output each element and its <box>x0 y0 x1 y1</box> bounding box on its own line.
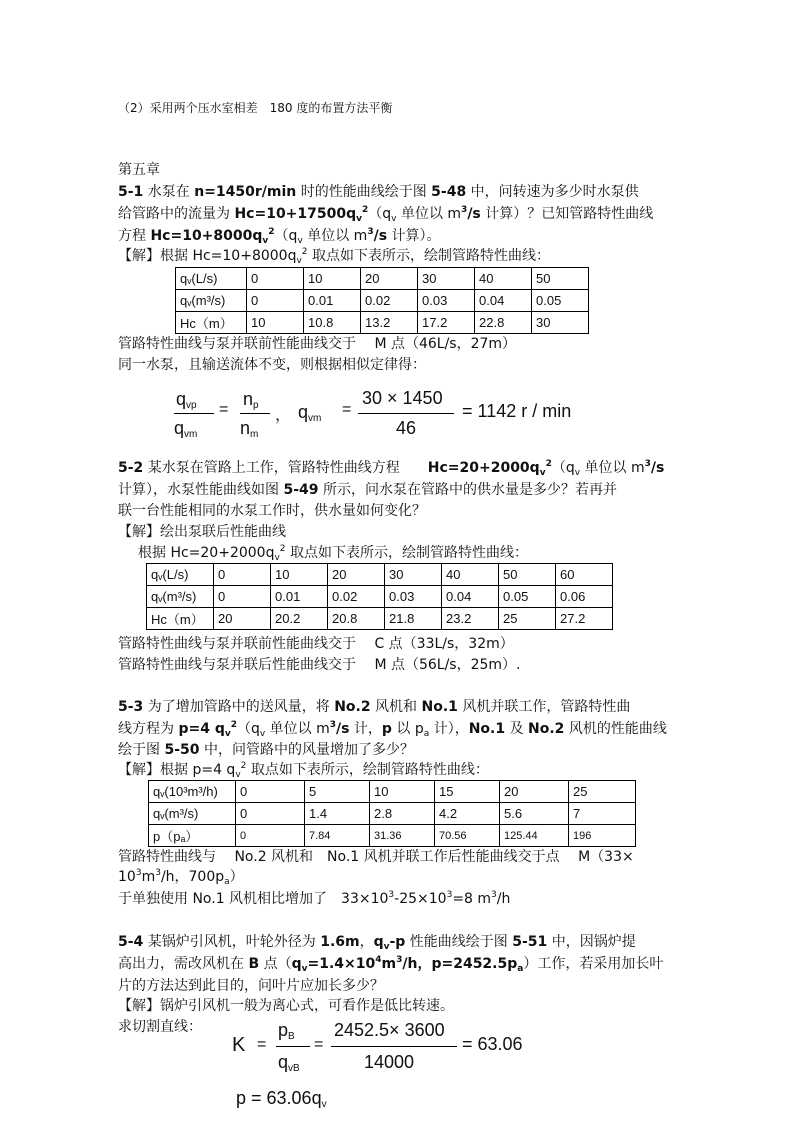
equals-sign: = <box>257 1036 267 1053</box>
table-cell: 30 <box>418 268 475 290</box>
solution-5-1-line-5: 管路特性曲线与泵并联前性能曲线交于 M 点（46L/s，27m） <box>118 336 517 352</box>
table-5-2 <box>146 563 613 630</box>
subscript: v <box>224 729 231 739</box>
row-header-cell: Hc（m） <box>176 312 247 334</box>
solution-5-4-line-4: 【解】锅炉引风机一般为离心式，可看作是低比转速。 <box>118 998 454 1014</box>
problem-5-4-line-3: 片的方法达到此目的，问叶片应加长多少？ <box>118 978 384 994</box>
equation: Hc=10+8000q <box>150 228 263 244</box>
text: q <box>373 934 384 950</box>
table-cell: 0.01 <box>304 290 361 312</box>
table-cell: 5 <box>305 781 370 803</box>
problem-5-1-line-2 <box>118 204 653 224</box>
superscript: 3 <box>644 459 651 469</box>
text: B <box>248 956 260 972</box>
subscript: v <box>539 468 546 478</box>
table-cell: 0.02 <box>361 290 418 312</box>
table-cell: 5.6 <box>500 803 569 825</box>
table-cell: 40 <box>475 268 532 290</box>
subscript: v <box>297 236 303 246</box>
text: ， <box>359 934 374 950</box>
table-cell: 0 <box>236 781 305 803</box>
table-cell: 10.8 <box>304 312 361 334</box>
text: 1.6m <box>320 934 360 950</box>
table-row <box>149 803 636 825</box>
table-cell: 0 <box>236 825 305 847</box>
table-row <box>147 608 613 630</box>
text: /s <box>336 721 350 737</box>
solution-5-1-line-6: 同一水泵，且输送流体不变，则根据相似定律得： <box>118 357 426 373</box>
table-cell: 20.2 <box>271 608 328 630</box>
table-cell: 50 <box>532 268 589 290</box>
table-cell: 13.2 <box>361 312 418 334</box>
denominator: 14000 <box>364 1052 415 1072</box>
table-cell: 17.2 <box>418 312 475 334</box>
subscript: B <box>288 1031 295 1042</box>
text: 点（ <box>259 956 292 972</box>
subscript: v <box>574 468 581 478</box>
symbol: q <box>298 402 309 422</box>
subscript: v <box>383 942 390 952</box>
superscript: 3 <box>446 890 453 900</box>
problem-5-1-line-1 <box>118 182 639 202</box>
problem-5-4-line-2 <box>118 954 663 974</box>
text: 给管路中的流量为 <box>118 206 235 222</box>
text: 风机的性能曲线 <box>564 721 667 737</box>
subscript: v <box>301 964 308 974</box>
table-cell: 20 <box>328 564 385 586</box>
table-5-1 <box>175 267 589 334</box>
text: ）工作，若采用加长叶 <box>523 956 664 972</box>
superscript: 3 <box>396 955 403 965</box>
text: （q <box>551 460 575 476</box>
table-cell: 20.8 <box>328 608 385 630</box>
table-cell: 0.05 <box>499 586 556 608</box>
text: No.2 <box>334 699 371 715</box>
text: No.1 <box>468 721 506 737</box>
text: （q <box>274 228 298 244</box>
symbol: q <box>278 1052 289 1072</box>
fraction-bar <box>174 413 214 414</box>
symbol: n <box>240 418 251 438</box>
table-cell: 30 <box>385 564 442 586</box>
table-cell: 0.04 <box>475 290 532 312</box>
table-cell: 0.01 <box>271 586 328 608</box>
superscript: 2 <box>240 761 247 771</box>
text: 风机和 <box>370 699 422 715</box>
text: 所示，问水泵在管路中的供水量是多少？若再并 <box>318 482 617 498</box>
table-cell: 22.8 <box>475 312 532 334</box>
table-row <box>176 290 589 312</box>
fraction-bar <box>276 1046 310 1047</box>
table-cell: 0 <box>247 268 304 290</box>
subscript: vm <box>308 413 322 424</box>
text: 中，问管路中的风量增加了多少？ <box>199 742 414 758</box>
solution-5-2-line-5 <box>138 543 528 563</box>
text: 取点如下表所示，绘制管路特性曲线： <box>307 248 550 264</box>
problem-number: 5-1 <box>118 184 144 200</box>
text: /s <box>650 460 665 476</box>
table-cell: 0 <box>214 564 271 586</box>
text: q <box>291 956 302 972</box>
table-cell: 10 <box>304 268 361 290</box>
table-cell: 10 <box>271 564 328 586</box>
figure-ref: 5-48 <box>431 184 467 200</box>
equation: p=4 q <box>178 721 225 737</box>
table-cell: 60 <box>556 564 613 586</box>
equals-sign: = <box>219 401 229 418</box>
symbol: K <box>232 1034 246 1056</box>
text: 单位以 m <box>580 460 645 476</box>
text: （q <box>368 206 392 222</box>
row-header-cell: qᵥ(10³m³/h) <box>149 781 236 803</box>
subscript: m <box>250 429 259 440</box>
problem-number: 5-3 <box>118 699 144 715</box>
subscript: vp <box>186 400 197 411</box>
solution-5-4-line-5: 求切割直线： <box>118 1019 202 1035</box>
superscript: 2 <box>230 720 237 730</box>
text: p=2452.5p <box>431 956 518 972</box>
denominator: 46 <box>396 418 417 438</box>
text: 取点如下表所示，绘制管路特性曲线： <box>246 762 489 778</box>
subscript: v <box>321 1099 327 1110</box>
table-row <box>149 825 636 847</box>
table-cell: 20 <box>361 268 418 290</box>
table-cell: 21.8 <box>385 608 442 630</box>
text: /s <box>373 228 388 244</box>
table-row <box>147 586 613 608</box>
superscript: 3 <box>461 205 468 215</box>
superscript: 3 <box>367 227 374 237</box>
table-cell: 50 <box>499 564 556 586</box>
subscript: v <box>391 214 397 224</box>
problem-5-1-line-3 <box>118 226 440 246</box>
text: m <box>141 869 156 885</box>
text: （q <box>236 721 260 737</box>
text: 方程 <box>118 228 151 244</box>
solution-5-3-line-6 <box>118 867 244 887</box>
equals-sign: = <box>314 1036 324 1053</box>
problem-number: 5-4 <box>118 934 144 950</box>
text: 单位以 m <box>396 206 462 222</box>
table-cell: 23.2 <box>442 608 499 630</box>
table-cell: 0.02 <box>328 586 385 608</box>
subscript: v <box>356 214 363 224</box>
equation-cut-line-result <box>236 1088 327 1109</box>
table-row <box>176 268 589 290</box>
table-cell: 15 <box>435 781 500 803</box>
text: 时的性能曲线绘于图 <box>296 184 432 200</box>
table-row <box>176 312 589 334</box>
table-cell: 27.2 <box>556 608 613 630</box>
symbol: q <box>176 389 187 409</box>
table-cell: 0 <box>236 803 305 825</box>
text: =1.4×10 <box>307 956 376 972</box>
text: p = 63.06q <box>236 1088 322 1108</box>
row-header-cell: p（pₐ） <box>149 825 236 847</box>
table-cell: 10 <box>370 781 435 803</box>
text: 线方程为 <box>118 721 179 737</box>
text: -p <box>389 934 406 950</box>
text: p <box>381 721 392 737</box>
comma: ， <box>275 407 292 424</box>
fraction-bar <box>240 413 270 414</box>
problem-5-3-line-1 <box>118 697 630 717</box>
row-header-cell: qᵥ(m³/s) <box>176 290 247 312</box>
table-cell: 7 <box>569 803 636 825</box>
text: 绘于图 <box>118 742 165 758</box>
top-note: （2）采用两个压水室相差 180 度的布置方法平衡 <box>118 101 393 115</box>
text: 10 <box>118 869 136 885</box>
text: 计算），水泵性能曲线如图 <box>118 482 284 498</box>
symbol: p <box>278 1020 289 1040</box>
problem-5-2-line-1 <box>118 458 664 478</box>
subscript: v <box>235 770 241 780</box>
solution-5-3-line-5: 管路特性曲线与 No.2 风机和 No.1 风机并联工作后性能曲线交于点 M（33× <box>118 849 634 865</box>
superscript: 4 <box>375 955 382 965</box>
subscript: v <box>262 236 269 246</box>
solution-5-3-line-7 <box>118 889 510 909</box>
row-header-cell: qᵥ(L/s) <box>176 268 247 290</box>
row-header-cell: qᵥ(L/s) <box>147 564 214 586</box>
problem-5-4-line-1 <box>118 932 636 952</box>
text: 性能曲线绘于图 <box>405 934 513 950</box>
table-cell: 10 <box>247 312 304 334</box>
text: 根据 Hc=20+2000q <box>138 545 275 561</box>
fraction-bar <box>331 1046 457 1047</box>
subscript: vm <box>184 429 198 440</box>
table-cell: 125.44 <box>500 825 569 847</box>
table-cell: 0.04 <box>442 586 499 608</box>
text: 中，因锅炉提 <box>547 934 636 950</box>
text: 单位以 m <box>265 721 330 737</box>
text: 高出力，需改风机在 <box>118 956 249 972</box>
table-cell: 31.36 <box>370 825 435 847</box>
equation: Hc=20+2000q <box>427 460 540 476</box>
table-cell: 0.05 <box>532 290 589 312</box>
table-5-3 <box>148 780 636 847</box>
superscript: 2 <box>362 205 369 215</box>
text: n=1450r/min <box>194 184 297 200</box>
text: 【解】根据 p=4 q <box>118 762 236 778</box>
solution-5-1-intro <box>118 246 550 266</box>
table-cell: 1.4 <box>305 803 370 825</box>
text: 风机并联工作，管路特性曲 <box>457 699 631 715</box>
figure-ref: 5-49 <box>283 482 319 498</box>
table-cell: 30 <box>532 312 589 334</box>
table-cell: 0.03 <box>385 586 442 608</box>
symbol: q <box>174 418 185 438</box>
solution-5-2-line-7: 管路特性曲线与泵并联后性能曲线交于 M 点（56L/s，25m）. <box>118 657 521 673</box>
table-cell: 0 <box>214 586 271 608</box>
solution-5-2-line-4: 【解】绘出泵联后性能曲线 <box>118 524 286 540</box>
superscript: 2 <box>279 544 286 554</box>
table-cell: 0.03 <box>418 290 475 312</box>
numerator: 30 × 1450 <box>362 388 443 408</box>
text: 于单独使用 No.1 风机相比增加了 33×10 <box>118 891 389 907</box>
result: = 1142 r / min <box>462 401 572 421</box>
subscript: v <box>259 729 266 739</box>
table-cell: 40 <box>442 564 499 586</box>
text: 计算）。 <box>387 228 441 244</box>
subscript: a <box>517 964 524 974</box>
problem-5-2-line-2 <box>118 480 617 500</box>
text: 及 <box>505 721 529 737</box>
table-cell: 70.56 <box>435 825 500 847</box>
fraction-bar <box>358 413 454 414</box>
equation: Hc=10+17500q <box>234 206 357 222</box>
problem-number: 5-2 <box>118 460 144 476</box>
text: =8 m <box>452 891 492 907</box>
text: 为了增加管路中的送风量，将 <box>143 699 335 715</box>
text: /h，700p <box>160 869 225 885</box>
superscript: 2 <box>268 227 275 237</box>
text: /s <box>467 206 481 222</box>
problem-5-3-line-2 <box>118 719 667 739</box>
subscript: vB <box>288 1063 300 1074</box>
superscript: 3 <box>491 890 497 900</box>
subscript: v <box>296 256 302 266</box>
text: No.2 <box>528 721 565 737</box>
row-header-cell: Hc（m） <box>147 608 214 630</box>
text: /h <box>496 891 511 907</box>
problem-5-3-line-3 <box>118 740 414 760</box>
text: 中，问转速为多少时水泵供 <box>466 184 639 200</box>
solution-5-2-line-6: 管路特性曲线与泵并联前性能曲线交于 C 点（33L/s，32m） <box>118 636 514 652</box>
text: 以 p <box>391 721 424 737</box>
table-cell: 25 <box>569 781 636 803</box>
problem-5-2-line-3: 联一台性能相同的水泵工作时，供水量如何变化？ <box>118 503 426 519</box>
figure-ref: 5-51 <box>512 934 548 950</box>
superscript: 2 <box>301 247 308 257</box>
symbol: n <box>243 389 254 409</box>
text: 取点如下表所示，绘制管路特性曲线： <box>285 545 528 561</box>
text: 单位以 m <box>302 228 368 244</box>
table-cell: 20 <box>214 608 271 630</box>
subscript: a <box>423 729 430 739</box>
table-cell: 0 <box>247 290 304 312</box>
text: 计算）？已知管路特性曲线 <box>480 206 654 222</box>
superscript: 3 <box>329 720 337 730</box>
table-cell: 196 <box>569 825 636 847</box>
subscript: v <box>274 553 280 563</box>
text: 计）， <box>429 721 469 737</box>
table-cell: 20 <box>500 781 569 803</box>
row-header-cell: qᵥ(m³/s) <box>147 586 214 608</box>
table-row <box>147 564 613 586</box>
table-cell: 4.2 <box>435 803 500 825</box>
text: 【解】根据 Hc=10+8000q <box>118 248 297 264</box>
text: -25×10 <box>394 891 447 907</box>
text: 计， <box>349 721 382 737</box>
table-cell: 7.84 <box>305 825 370 847</box>
text: 某水泵在管路上工作，管路特性曲线方程 <box>143 460 428 476</box>
superscript: 2 <box>545 459 552 469</box>
superscript: 3 <box>135 868 142 878</box>
text: /h， <box>402 956 432 972</box>
figure-ref: 5-50 <box>164 742 200 758</box>
numerator: 2452.5× 3600 <box>334 1020 445 1040</box>
subscript: a <box>224 877 230 887</box>
superscript: 3 <box>388 890 395 900</box>
text: No.1 <box>421 699 458 715</box>
equals-sign: = <box>342 401 352 418</box>
text: 某锅炉引风机，叶轮外径为 <box>143 934 321 950</box>
superscript: 3 <box>155 868 161 878</box>
table-cell: 0.06 <box>556 586 613 608</box>
table-cell: 25 <box>499 608 556 630</box>
text: ） <box>229 869 244 885</box>
table-row <box>149 781 636 803</box>
solution-5-3-intro <box>118 760 489 780</box>
subscript: p <box>253 400 259 411</box>
result: = 63.06 <box>462 1034 523 1054</box>
table-cell: 2.8 <box>370 803 435 825</box>
text: 水泵在 <box>143 184 195 200</box>
text: m <box>381 956 397 972</box>
row-header-cell: qᵥ(m³/s) <box>149 803 236 825</box>
chapter-title: 第五章 <box>118 162 160 178</box>
